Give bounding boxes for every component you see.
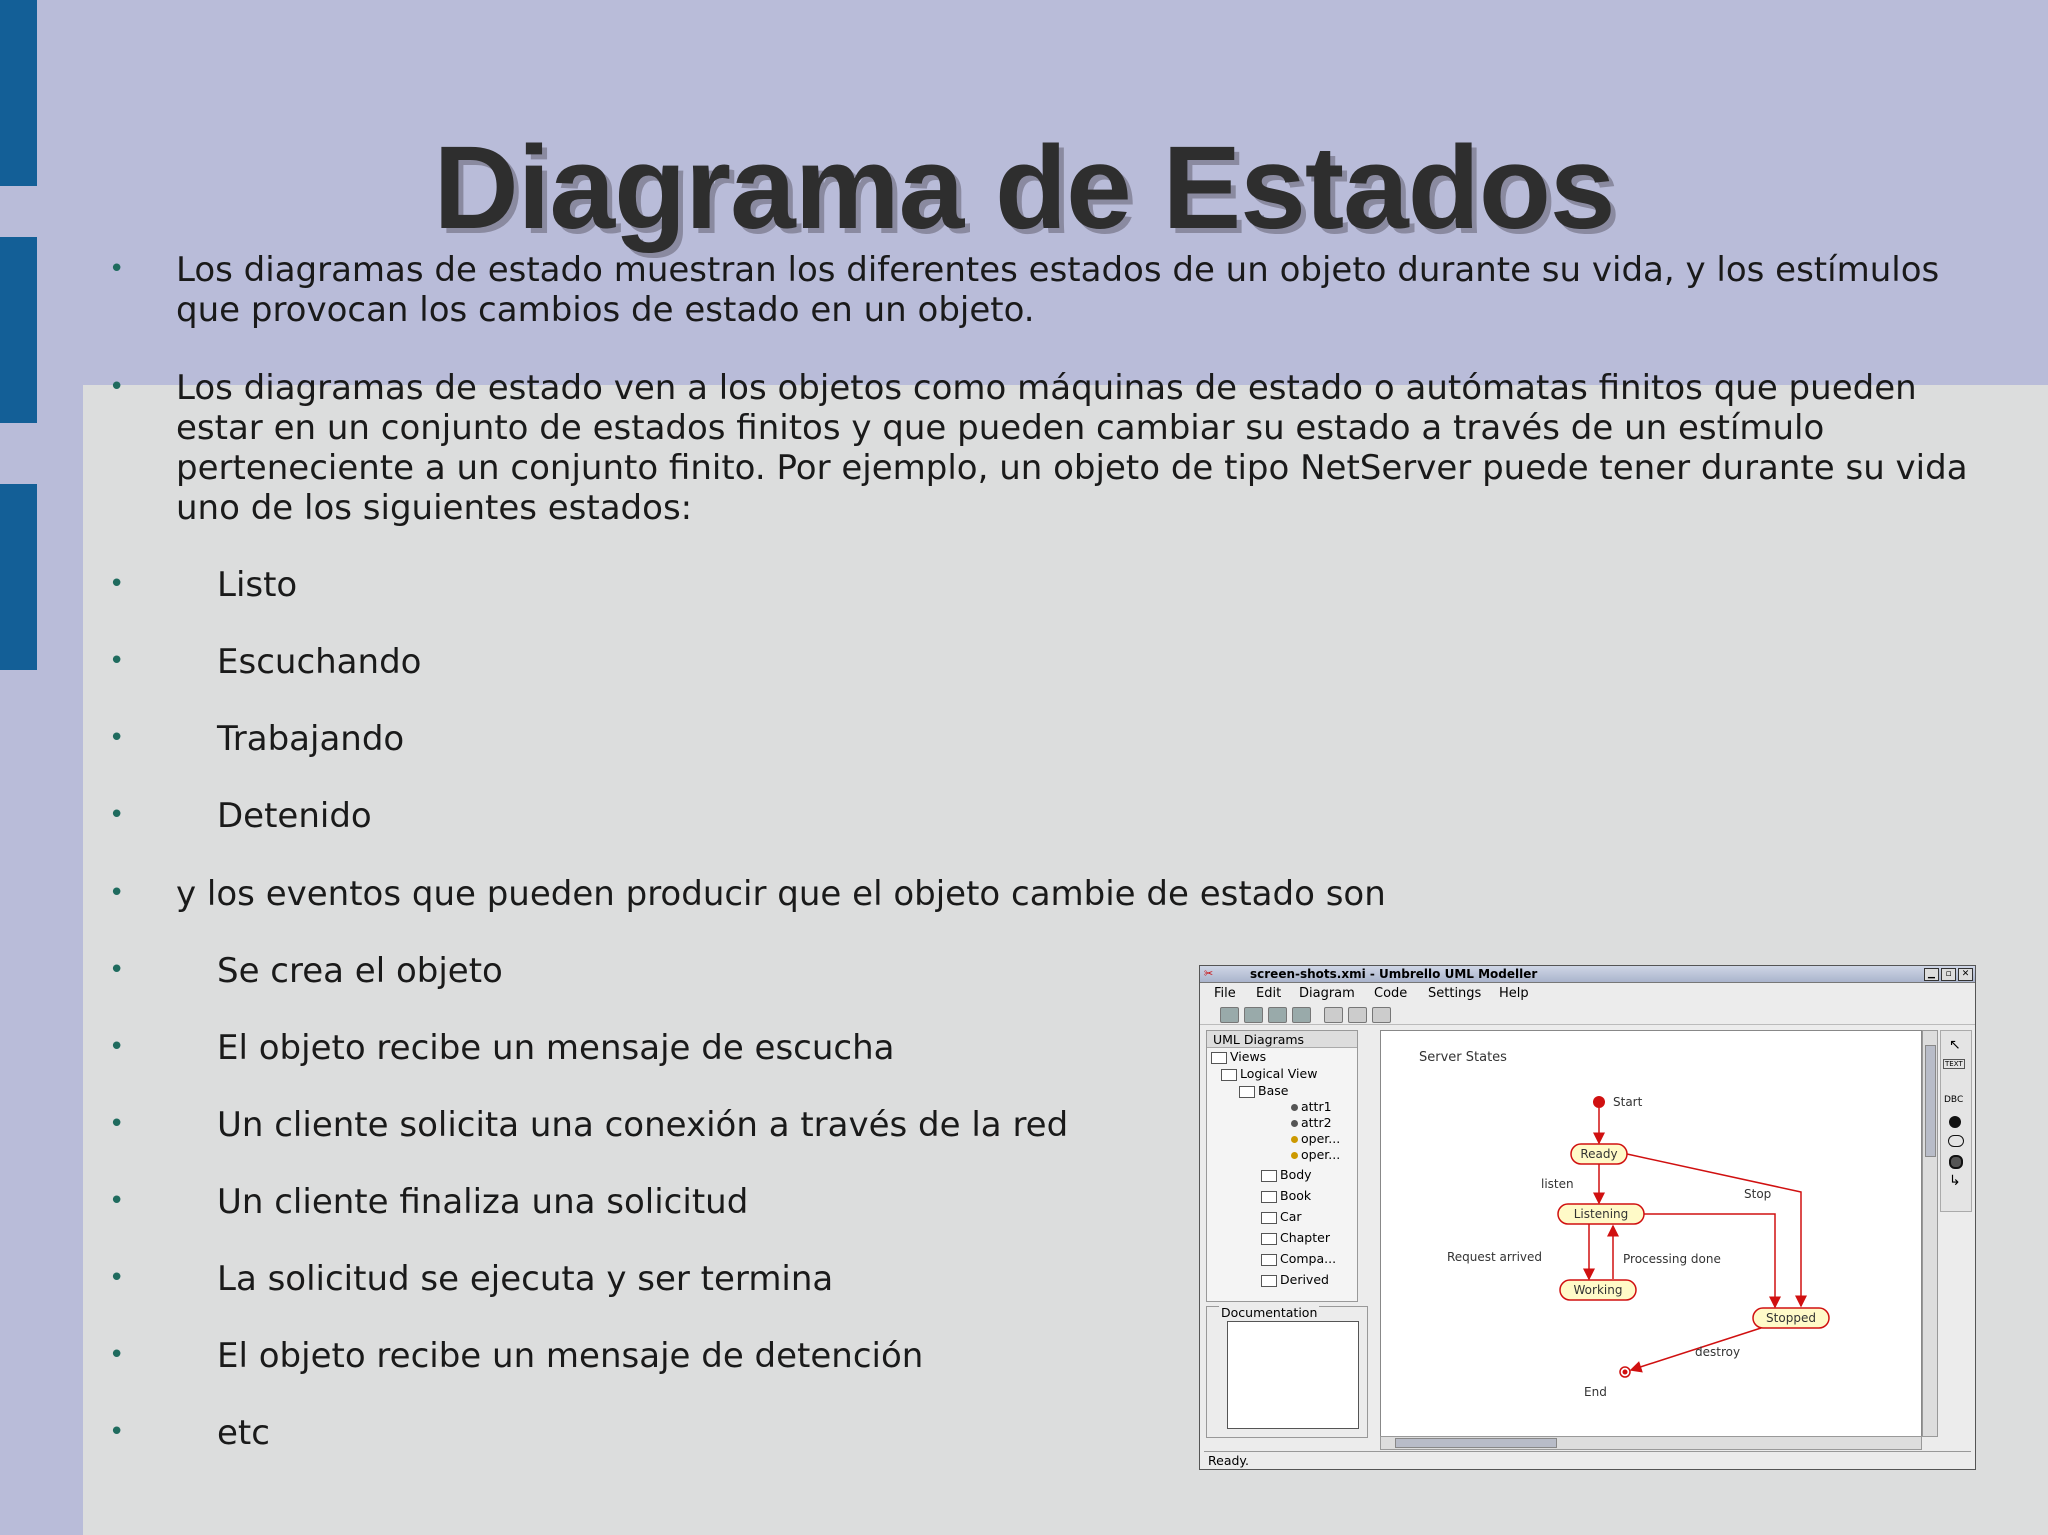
state-diagram: [1381, 1031, 1921, 1436]
bullet-dot: •: [109, 723, 125, 753]
label-processing-done: Processing done: [1623, 1252, 1721, 1266]
state-listening-label: Listening: [1573, 1207, 1629, 1221]
slide-title: Diagrama de Estados: [433, 122, 1615, 254]
menu-diagram: Diagram: [1299, 986, 1355, 1001]
tool-palette: [1940, 1030, 1972, 1212]
tree-node-attr1: [1291, 1099, 1332, 1114]
bullet-dot: •: [109, 569, 125, 599]
select-arrow-icon: ↖: [1949, 1037, 1961, 1053]
tree-label: Chapter: [1280, 1230, 1330, 1245]
diagram-canvas: [1380, 1030, 1922, 1437]
class-icon: [1261, 1275, 1277, 1287]
start-label: Start: [1613, 1095, 1643, 1109]
menu-file: File: [1214, 986, 1236, 1001]
window-titlebar: [1200, 966, 1975, 983]
tree-label: Compa...: [1280, 1251, 1337, 1266]
bullet-dot: •: [109, 1340, 125, 1370]
new-icon: [1220, 1007, 1239, 1023]
bullet-dot: •: [109, 254, 125, 284]
start-node: [1593, 1096, 1605, 1108]
status-text: Ready.: [1208, 1453, 1249, 1468]
copy-icon: [1348, 1007, 1367, 1023]
tree-node-base: [1239, 1083, 1288, 1098]
print-icon: [1292, 1007, 1311, 1023]
bullet-dot: •: [109, 372, 125, 402]
cut-icon: [1324, 1007, 1343, 1023]
tree-node-car: [1261, 1209, 1302, 1224]
decor-stripe-2: [0, 237, 37, 423]
bullet-dot: •: [109, 800, 125, 830]
toolbar: [1200, 1004, 1975, 1025]
event-item: Se crea el objeto: [217, 951, 503, 991]
documentation-label: Documentation: [1221, 1305, 1318, 1320]
state-ready-label: Ready: [1580, 1147, 1618, 1161]
tree-node-oper1: [1291, 1131, 1340, 1146]
minimize-icon: ▁: [1924, 968, 1939, 981]
folder-icon: [1221, 1069, 1237, 1081]
operation-icon: [1291, 1136, 1298, 1143]
tree-label: Book: [1280, 1188, 1312, 1203]
bullet-dot: •: [109, 1109, 125, 1139]
label-destroy: destroy: [1695, 1345, 1741, 1359]
state-item: Escuchando: [217, 642, 422, 682]
menu-code: Code: [1374, 986, 1408, 1001]
bullet-dot: •: [109, 1417, 125, 1447]
events-intro: y los eventos que pueden producir que el objeto cambie de estado son: [176, 874, 1386, 914]
attribute-icon: [1291, 1104, 1298, 1111]
tree-node-logical-view: [1221, 1066, 1317, 1081]
diagram-title: Server States: [1419, 1050, 1507, 1065]
menu-edit: Edit: [1256, 986, 1282, 1001]
class-icon: [1261, 1170, 1277, 1182]
tree-node-chapter: [1261, 1230, 1330, 1245]
class-icon: [1261, 1191, 1277, 1203]
event-item: El objeto recibe un mensaje de escucha: [217, 1028, 895, 1068]
tree-label: oper...: [1301, 1147, 1341, 1162]
event-item: Un cliente solicita una conexión a través de la red: [217, 1105, 1069, 1145]
scroll-thumb: [1925, 1045, 1936, 1157]
class-icon: [1261, 1254, 1277, 1266]
event-item: Un cliente finaliza una solicitud: [217, 1182, 749, 1222]
dbc-tool-icon: DBC: [1944, 1095, 1964, 1105]
tree-label: Car: [1280, 1209, 1302, 1224]
class-icon: [1261, 1233, 1277, 1245]
bullet-dot: •: [109, 1186, 125, 1216]
bullet-dot: •: [109, 1032, 125, 1062]
text-tool-icon: TEXT: [1945, 1060, 1963, 1068]
open-icon: [1244, 1007, 1263, 1023]
save-icon: [1268, 1007, 1287, 1023]
diagram-horizontal-scrollbar: [1380, 1436, 1922, 1450]
end-state-tool-icon: [1949, 1155, 1963, 1169]
tree-node-views: [1211, 1049, 1266, 1064]
tree-label: Logical View: [1240, 1066, 1318, 1081]
menu-settings: Settings: [1428, 986, 1482, 1001]
tree-label: attr1: [1301, 1099, 1332, 1114]
umbrello-screenshot: [1199, 965, 1976, 1470]
label-request-arrived: Request arrived: [1447, 1250, 1543, 1264]
class-icon: [1239, 1086, 1255, 1098]
tree-node-attr2: [1291, 1115, 1332, 1130]
paragraph-state-machines: Los diagramas de estado ven a los objetos como máquinas de estado o autómatas finitos que pueden estar en un conjunto de estados finitos y que pueden cambiar su estado a través de un estímulo perteneciente a un conjunto finito. Por ejemplo, un objeto de tipo NetServer puede tener durante su vida uno de los siguientes estados:: [176, 368, 1968, 528]
tree-node-derived: [1261, 1272, 1329, 1287]
end-label: End: [1584, 1385, 1607, 1399]
transition-tool-icon: ↳: [1949, 1173, 1961, 1189]
close-icon: ✕: [1958, 968, 1973, 981]
bullet-dot: •: [109, 646, 125, 676]
paragraph-intro: Los diagramas de estado muestran los diferentes estados de un objeto durante su vida, y los estímulos que provocan los cambios de estado en un objeto.: [176, 250, 1940, 330]
maximize-icon: ▫: [1941, 968, 1956, 981]
bullet-dot: •: [109, 955, 125, 985]
status-bar: [1204, 1451, 1971, 1468]
operation-icon: [1291, 1152, 1298, 1159]
tree-label: oper...: [1301, 1131, 1341, 1146]
menu-bar: [1200, 983, 1975, 1003]
scroll-thumb: [1395, 1438, 1557, 1448]
bullet-dot: •: [109, 1263, 125, 1293]
label-stop: Stop: [1744, 1187, 1772, 1201]
window-title: screen-shots.xmi - Umbrello UML Modeller: [1250, 967, 1538, 981]
tree-label: Derived: [1280, 1272, 1329, 1287]
event-item: El objeto recibe un mensaje de detención: [217, 1336, 924, 1376]
class-icon: [1261, 1212, 1277, 1224]
event-item: etc: [217, 1413, 270, 1453]
tree-header-label: UML Diagrams: [1213, 1032, 1305, 1047]
app-icon: ✂: [1204, 967, 1214, 980]
tree-view: [1206, 1030, 1358, 1302]
tree-node-oper2: [1291, 1147, 1340, 1162]
state-item: Listo: [217, 565, 298, 605]
tree-label: attr2: [1301, 1115, 1332, 1130]
state-item: Detenido: [217, 796, 372, 836]
tree-label: Base: [1258, 1083, 1289, 1098]
state-item: Trabajando: [217, 719, 405, 759]
tree-label: Views: [1230, 1049, 1267, 1064]
documentation-textbox: [1227, 1321, 1359, 1429]
folder-icon: [1211, 1052, 1227, 1064]
tree-label: Body: [1280, 1167, 1312, 1182]
event-item: La solicitud se ejecuta y ser termina: [217, 1259, 834, 1299]
bullet-dot: •: [109, 878, 125, 908]
tree-header: [1207, 1031, 1357, 1048]
label-listen: listen: [1541, 1177, 1574, 1191]
decor-stripe-3: [0, 484, 37, 670]
diagram-vertical-scrollbar: [1922, 1030, 1938, 1437]
attribute-icon: [1291, 1120, 1298, 1127]
documentation-panel: [1206, 1306, 1368, 1438]
initial-state-tool-icon: [1949, 1116, 1961, 1128]
menu-help: Help: [1499, 986, 1529, 1001]
tree-node-compa: [1261, 1251, 1336, 1266]
end-node-core: [1623, 1370, 1628, 1375]
state-working-label: Working: [1573, 1283, 1623, 1297]
state-tool-icon: [1948, 1135, 1964, 1147]
tree-node-book: [1261, 1188, 1311, 1203]
paste-icon: [1372, 1007, 1391, 1023]
state-stopped-label: Stopped: [1766, 1311, 1816, 1325]
tree-node-body: [1261, 1167, 1312, 1182]
